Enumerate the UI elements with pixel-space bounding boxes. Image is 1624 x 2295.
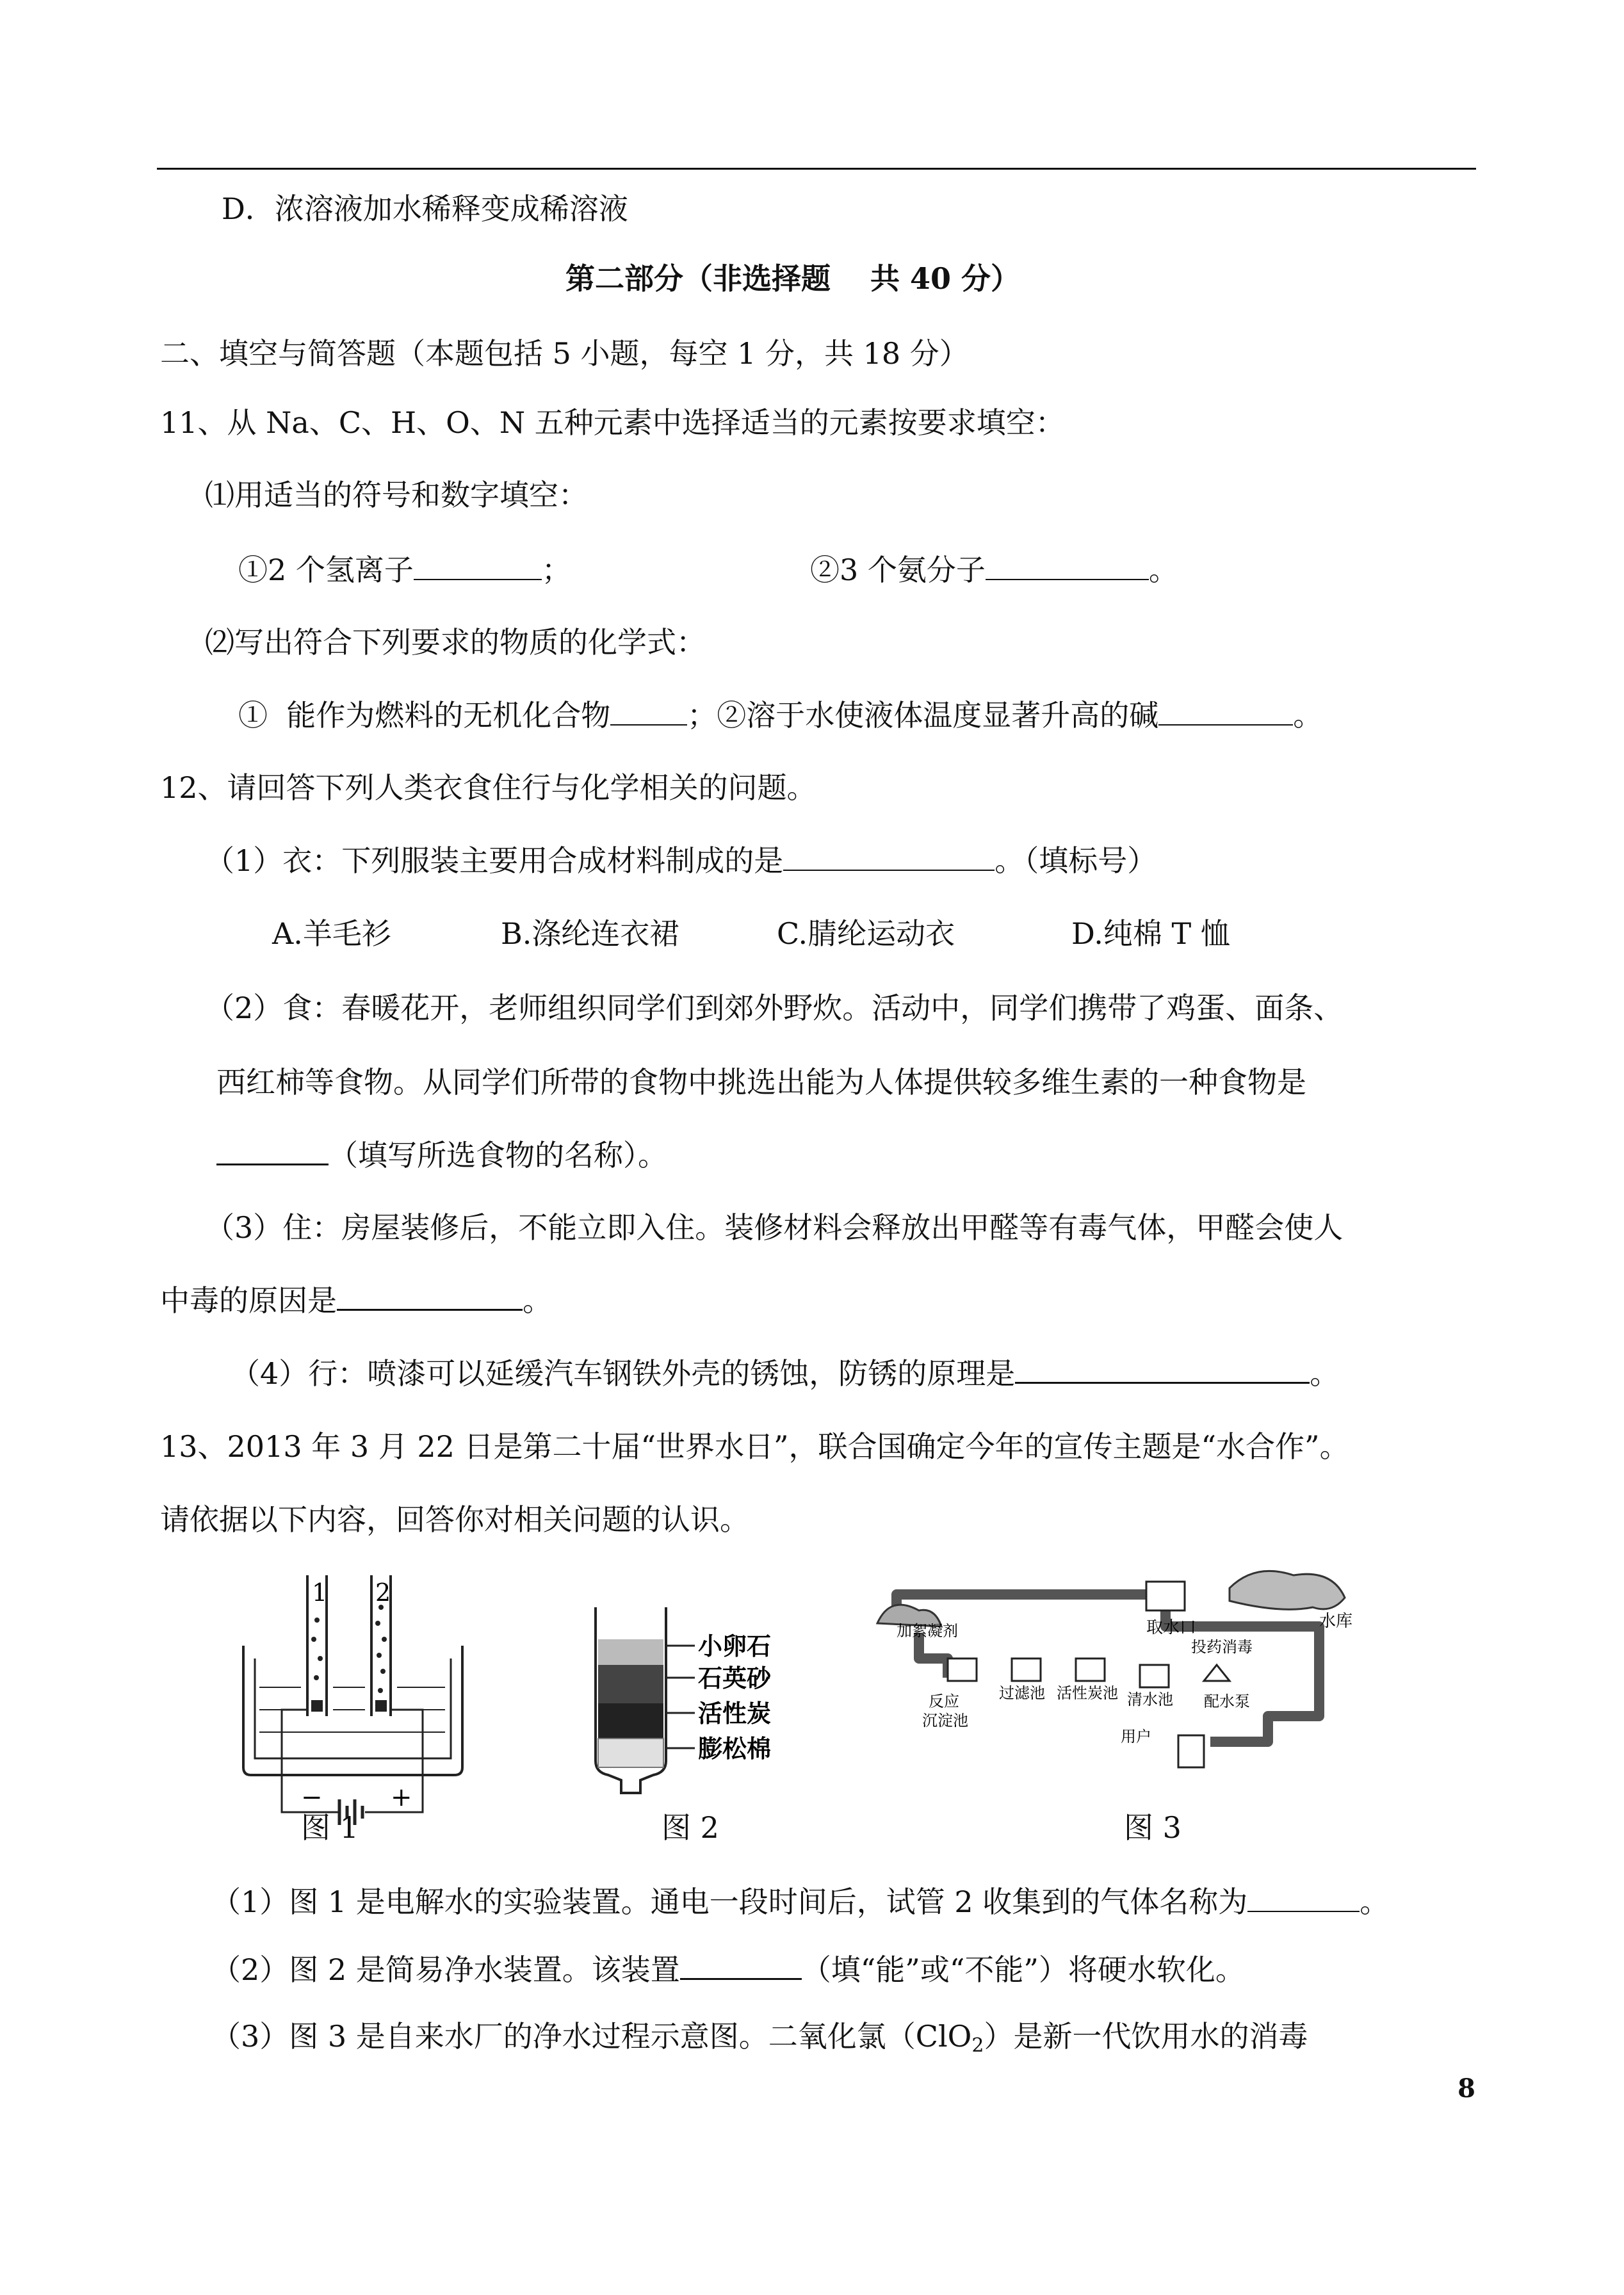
section-two-heading: 二、填空与简答题（本题包括 5 小题，每空 1 分，共 18 分） (160, 336, 969, 371)
q13-stem-line2: 请依据以下内容，回答你对相关问题的认识。 (160, 1502, 749, 1537)
label-clear: 清水池 (1127, 1691, 1173, 1708)
q10-option-d: D．浓溶液加水稀释变成稀溶液 (222, 191, 628, 226)
tube-2-label: 2 (375, 1578, 391, 1607)
header-rule (157, 168, 1476, 170)
q12-part3-line2 (160, 1281, 552, 1320)
q12-part2-line1: （2）食：春暖花开，老师组织同学们到郊外野炊。活动中，同学们携带了鸡蛋、面条、 (205, 991, 1344, 1025)
figure-2-caption: 图 2 (662, 1810, 719, 1845)
figure-1-electrolysis (237, 1562, 467, 1793)
page-number: 8 (1458, 2073, 1475, 2104)
q12-option-a: A.羊毛衫 (272, 916, 391, 951)
label-disinfect: 投药消毒 (1191, 1638, 1253, 1656)
label-user: 用户 (1121, 1728, 1151, 1746)
q12-p4-end: 。 (1310, 1356, 1340, 1391)
q11-part2-line (238, 696, 1322, 734)
q11-stem: 11、从 Na、C、H、O、N 五种元素中选择适当的元素按要求填空： (160, 405, 1065, 440)
battery-plus: + (391, 1787, 412, 1812)
q11-p1b-text: ②3 个氨分子 (810, 553, 986, 587)
q12-option-d: D.纯棉 T 恤 (1071, 916, 1230, 951)
q11-p2-mid: ；②溶于水使液体温度显著升高的碱 (687, 698, 1159, 733)
label-pebbles: 小卵石 (698, 1632, 772, 1660)
q11-p2-end: 。 (1293, 698, 1323, 733)
q13-p3-subscript: 2 (971, 2034, 984, 2057)
q11-p2b-blank[interactable] (1158, 696, 1293, 726)
q12-p2-blank[interactable] (216, 1135, 329, 1165)
electrode-1 (311, 1700, 323, 1712)
label-carbon-pool: 活性炭池 (1057, 1684, 1118, 1702)
wires (282, 1710, 423, 1793)
q11-part1: ⑴用适当的符号和数字填空： (205, 478, 588, 512)
q11-p2a-text: ① 能作为燃料的无机化合物 (238, 698, 611, 733)
pump-house (1204, 1665, 1230, 1681)
part-two-title: 第二部分（非选择题 共 40 分） (565, 261, 1021, 296)
layer-carbon (598, 1703, 663, 1739)
q12-p1-end: 。（填标号） (995, 843, 1157, 878)
q11-p1b-blank[interactable] (986, 551, 1149, 580)
q11-part1-line (238, 551, 571, 589)
q12-p4-blank[interactable] (1015, 1354, 1310, 1384)
q12-p1-blank[interactable] (783, 841, 995, 871)
q12-part4 (231, 1354, 1339, 1393)
layer-pebbles (598, 1639, 663, 1665)
q11-part2: ⑵写出符合下列要求的物质的化学式： (205, 625, 706, 660)
q12-part2-line3 (216, 1135, 667, 1174)
label-coagulant: 加絮凝剂 (897, 1622, 958, 1640)
q12-p1-text: （1）衣：下列服装主要用合成材料制成的是 (205, 843, 784, 878)
q12-part1 (205, 841, 1157, 880)
label-intake: 取水口 (1146, 1618, 1197, 1637)
tube-1-label: 1 (312, 1578, 328, 1607)
q12-stem: 12、请回答下列人类衣食住行与化学相关的问题。 (160, 770, 816, 805)
q12-p4-text: （4）行：喷漆可以延缓汽车钢铁外壳的锈蚀，防锈的原理是 (231, 1356, 1016, 1391)
q12-p2-line3-text: （填写所选食物的名称）。 (329, 1138, 667, 1172)
figure-3-water-plant (871, 1562, 1370, 1793)
label-sand: 石英砂 (698, 1664, 772, 1692)
electrode-2 (375, 1700, 387, 1712)
tank-carbon (1076, 1658, 1105, 1681)
q12-part3-line1: （3）住：房屋装修后，不能立即入住。装修材料会释放出甲醛等有毒气体，甲醛会使人 (205, 1210, 1344, 1245)
tank-clear (1140, 1665, 1169, 1687)
q13-stem-line1: 13、2013 年 3 月 22 日是第二十届“世界水日”，联合国确定今年的宣传主题是“水合作”。 (160, 1429, 1349, 1464)
intake-box (1146, 1582, 1185, 1610)
q11-p2a-blank[interactable] (610, 696, 687, 726)
label-cotton: 膨松棉 (698, 1734, 772, 1763)
label-pump: 配水泵 (1204, 1692, 1250, 1710)
trough-inner (255, 1658, 451, 1758)
layer-sand (598, 1665, 663, 1703)
figure-3-caption: 图 3 (1124, 1810, 1181, 1845)
figure-1-caption: 图 1 (301, 1810, 359, 1845)
q13-p2-text: （2）图 2 是简易净水装置。该装置 (211, 1952, 680, 1987)
label-react: 反应 (929, 1692, 959, 1710)
label-reservoir: 水库 (1319, 1612, 1353, 1631)
q13-p1-text: （1）图 1 是电解水的实验装置。通电一段时间后，试管 2 收集到的气体名称为 (211, 1885, 1248, 1919)
label-carbon: 活性炭 (698, 1699, 772, 1728)
layer-cotton (598, 1739, 663, 1767)
q13-p1-blank[interactable] (1247, 1883, 1360, 1912)
label-filter: 过滤池 (999, 1684, 1045, 1702)
q13-part2 (211, 1950, 1245, 1989)
q13-p2-end: （填“能”或“不能”）将硬水软化。 (801, 1952, 1245, 1987)
q13-part3 (211, 2017, 1308, 2065)
tank-filter (1012, 1658, 1041, 1681)
q13-part1 (211, 1883, 1389, 1921)
q11-p1a-end: ； (541, 553, 571, 587)
reservoir-hill (1230, 1571, 1345, 1609)
q12-option-c: C.腈纶运动衣 (777, 916, 955, 951)
q13-p3-end: ）是新一代饮用水的消毒 (984, 2019, 1308, 2054)
q12-p3-line2-text: 中毒的原因是 (160, 1283, 337, 1318)
tank-reaction (948, 1658, 977, 1681)
q13-p2-blank[interactable] (680, 1950, 802, 1980)
q11-p1b-end: 。 (1148, 553, 1178, 587)
q12-p3-end: 。 (523, 1283, 552, 1318)
q11-p1a-text: ①2 个氢离子 (238, 553, 414, 587)
q11-p1a-blank[interactable] (414, 551, 542, 580)
q12-p3-blank[interactable] (337, 1281, 523, 1311)
label-settle: 沉淀池 (922, 1712, 968, 1730)
user-building (1178, 1735, 1204, 1767)
q13-p1-end: 。 (1360, 1885, 1390, 1919)
q11-part1-line-b (810, 551, 1178, 589)
figure-2-purifier (583, 1601, 826, 1806)
q13-p3-start: （3）图 3 是自来水厂的净水过程示意图。二氧化氯（ClO (211, 2019, 972, 2054)
q12-part2-line2: 西红柿等食物。从同学们所带的食物中挑选出能为人体提供较多维生素的一种食物是 (216, 1065, 1306, 1099)
battery-minus: − (301, 1787, 323, 1812)
q12-option-b: B.涤纶连衣裙 (501, 916, 679, 951)
